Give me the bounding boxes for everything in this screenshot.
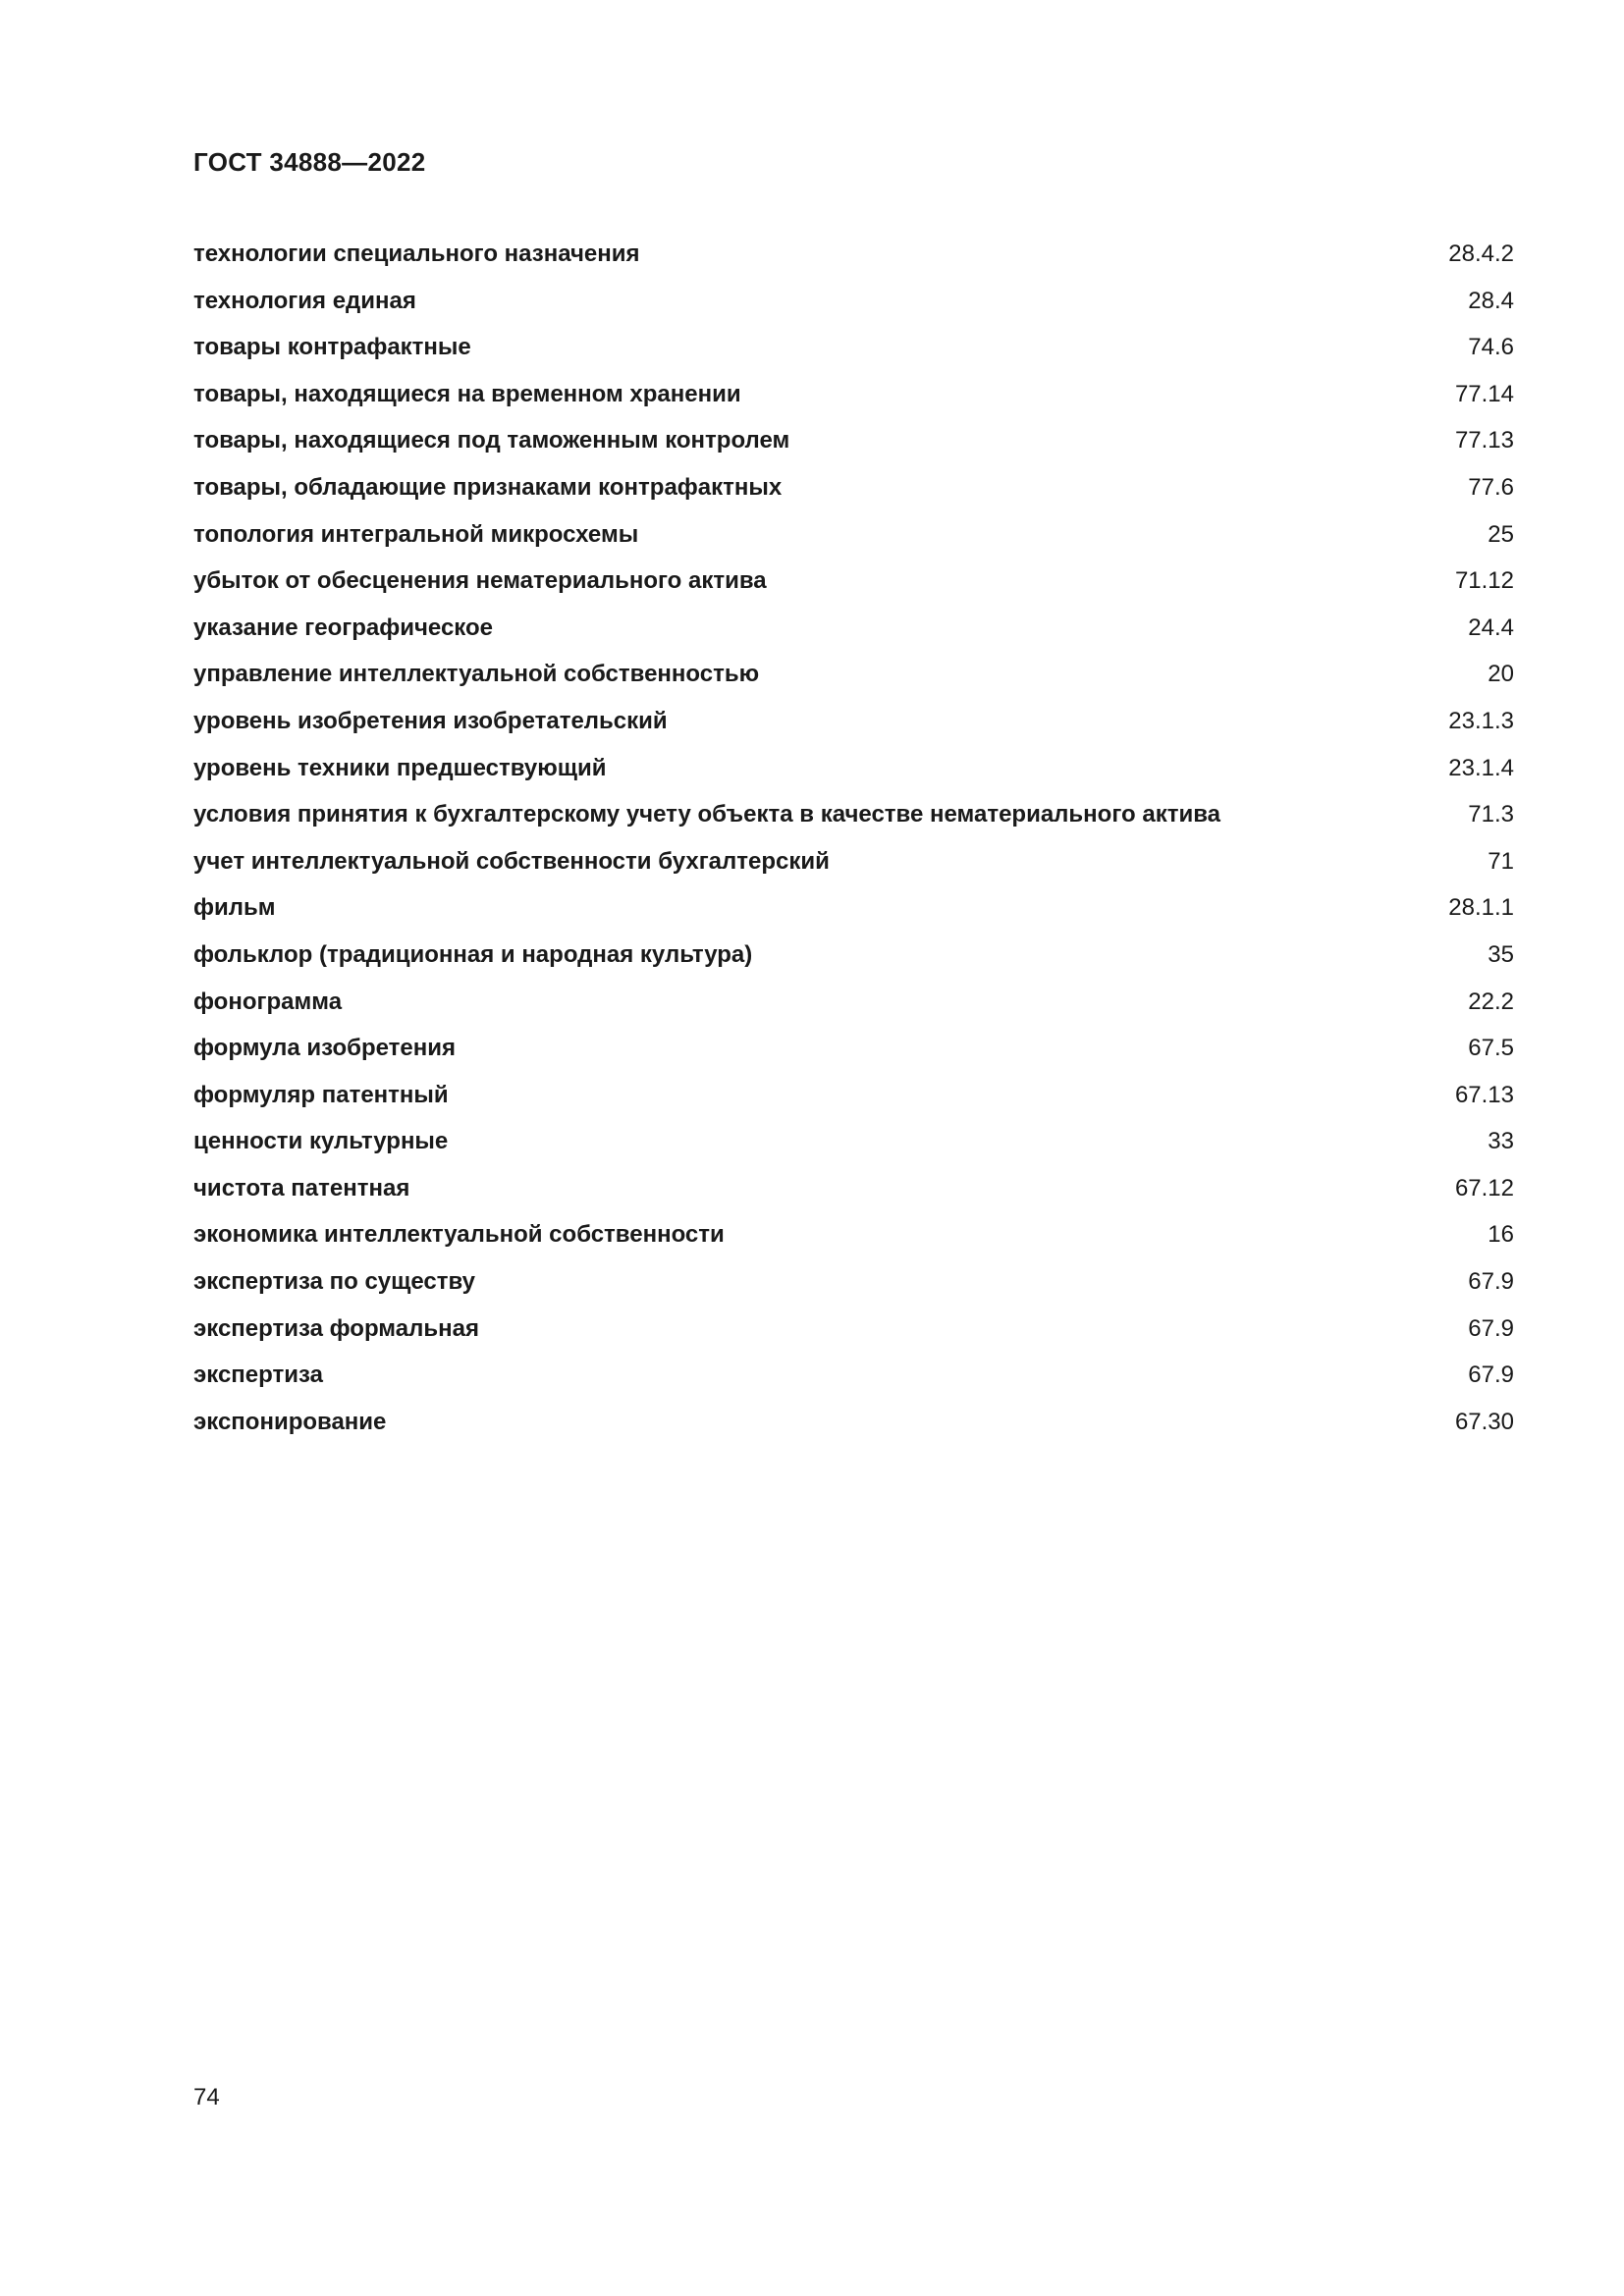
index-term: экономика интеллектуальной собственности bbox=[193, 1221, 725, 1249]
page-number: 74 bbox=[193, 2084, 220, 2110]
index-entry bbox=[193, 1219, 1514, 1266]
index-entry bbox=[193, 425, 1514, 472]
index-term: экспертиза bbox=[193, 1362, 323, 1389]
index-term: технологии специального назначения bbox=[193, 240, 640, 267]
index-reference: 24.4 bbox=[1468, 614, 1514, 641]
index-entry bbox=[193, 846, 1514, 893]
index-term: технология единая bbox=[193, 287, 416, 314]
index-reference: 77.6 bbox=[1468, 473, 1514, 501]
index-reference: 67.5 bbox=[1468, 1035, 1514, 1062]
index-entry bbox=[193, 987, 1514, 1034]
index-reference: 67.30 bbox=[1454, 1408, 1514, 1435]
index-reference: 16 bbox=[1488, 1221, 1514, 1249]
index-reference: 67.12 bbox=[1454, 1174, 1514, 1201]
index-entry bbox=[193, 753, 1514, 800]
index-reference: 77.14 bbox=[1454, 380, 1514, 407]
index-term: товары, обладающие признаками контрафактных bbox=[193, 473, 783, 501]
index-reference: 28.1.1 bbox=[1448, 894, 1514, 922]
index-reference: 23.1.4 bbox=[1448, 754, 1514, 781]
index-term: ценности культурные bbox=[193, 1128, 449, 1155]
index-term: формуляр патентный bbox=[193, 1081, 449, 1108]
index-reference: 67.9 bbox=[1468, 1314, 1514, 1342]
index-entry bbox=[193, 379, 1514, 426]
index-entry bbox=[193, 239, 1514, 286]
index-entry bbox=[193, 1313, 1514, 1361]
index-term: условия принятия к бухгалтерскому учету объекта в качестве нематериального актива bbox=[193, 801, 1220, 828]
index-reference: 71 bbox=[1488, 847, 1514, 875]
index-reference: 71.12 bbox=[1454, 567, 1514, 595]
index-reference: 74.6 bbox=[1468, 334, 1514, 361]
index-reference: 28.4.2 bbox=[1448, 240, 1514, 267]
index-entry bbox=[193, 1360, 1514, 1407]
index-term: формула изобретения bbox=[193, 1035, 457, 1062]
index-entry bbox=[193, 1080, 1514, 1127]
index-reference: 71.3 bbox=[1468, 801, 1514, 828]
index-reference: 20 bbox=[1488, 661, 1514, 688]
index-reference: 22.2 bbox=[1468, 988, 1514, 1015]
index-term: управление интеллектуальной собственностью bbox=[193, 661, 760, 688]
index-term: убыток от обесценения нематериального актива bbox=[193, 567, 767, 595]
subject-index-list bbox=[193, 239, 1514, 1453]
index-entry bbox=[193, 799, 1514, 846]
index-entry bbox=[193, 939, 1514, 987]
index-entry bbox=[193, 1407, 1514, 1454]
index-entry bbox=[193, 892, 1514, 939]
index-term: фольклор (традиционная и народная культура) bbox=[193, 940, 753, 968]
index-term: фильм bbox=[193, 894, 276, 922]
index-term: товары, находящиеся на временном хранении bbox=[193, 380, 741, 407]
index-term: товары контрафактные bbox=[193, 334, 471, 361]
index-entry bbox=[193, 1266, 1514, 1313]
index-entry bbox=[193, 472, 1514, 519]
index-reference: 67.9 bbox=[1468, 1362, 1514, 1389]
index-term: экспертиза по существу bbox=[193, 1268, 476, 1296]
index-term: топология интегральной микросхемы bbox=[193, 520, 639, 548]
index-reference: 23.1.3 bbox=[1448, 707, 1514, 734]
index-entry bbox=[193, 565, 1514, 613]
index-reference: 25 bbox=[1488, 520, 1514, 548]
index-reference: 28.4 bbox=[1468, 287, 1514, 314]
index-entry bbox=[193, 1126, 1514, 1173]
index-entry bbox=[193, 519, 1514, 566]
document-header-title: ГОСТ 34888—2022 bbox=[193, 147, 426, 177]
index-term: уровень техники предшествующий bbox=[193, 754, 607, 781]
index-entry bbox=[193, 659, 1514, 706]
index-term: фонограмма bbox=[193, 988, 343, 1015]
index-entry bbox=[193, 613, 1514, 660]
index-term: экспертиза формальная bbox=[193, 1314, 479, 1342]
index-reference: 35 bbox=[1488, 940, 1514, 968]
index-reference: 67.9 bbox=[1468, 1268, 1514, 1296]
index-term: уровень изобретения изобретательский bbox=[193, 707, 668, 734]
index-entry bbox=[193, 286, 1514, 333]
index-term: учет интеллектуальной собственности бухгалтерский bbox=[193, 847, 830, 875]
index-reference: 33 bbox=[1488, 1128, 1514, 1155]
index-entry bbox=[193, 332, 1514, 379]
index-term: чистота патентная bbox=[193, 1174, 410, 1201]
index-entry bbox=[193, 706, 1514, 753]
index-term: товары, находящиеся под таможенным контролем bbox=[193, 427, 790, 454]
index-entry bbox=[193, 1173, 1514, 1220]
index-term: экспонирование bbox=[193, 1408, 387, 1435]
index-term: указание географическое bbox=[193, 614, 494, 641]
index-reference: 77.13 bbox=[1454, 427, 1514, 454]
index-entry bbox=[193, 1033, 1514, 1080]
index-reference: 67.13 bbox=[1454, 1081, 1514, 1108]
